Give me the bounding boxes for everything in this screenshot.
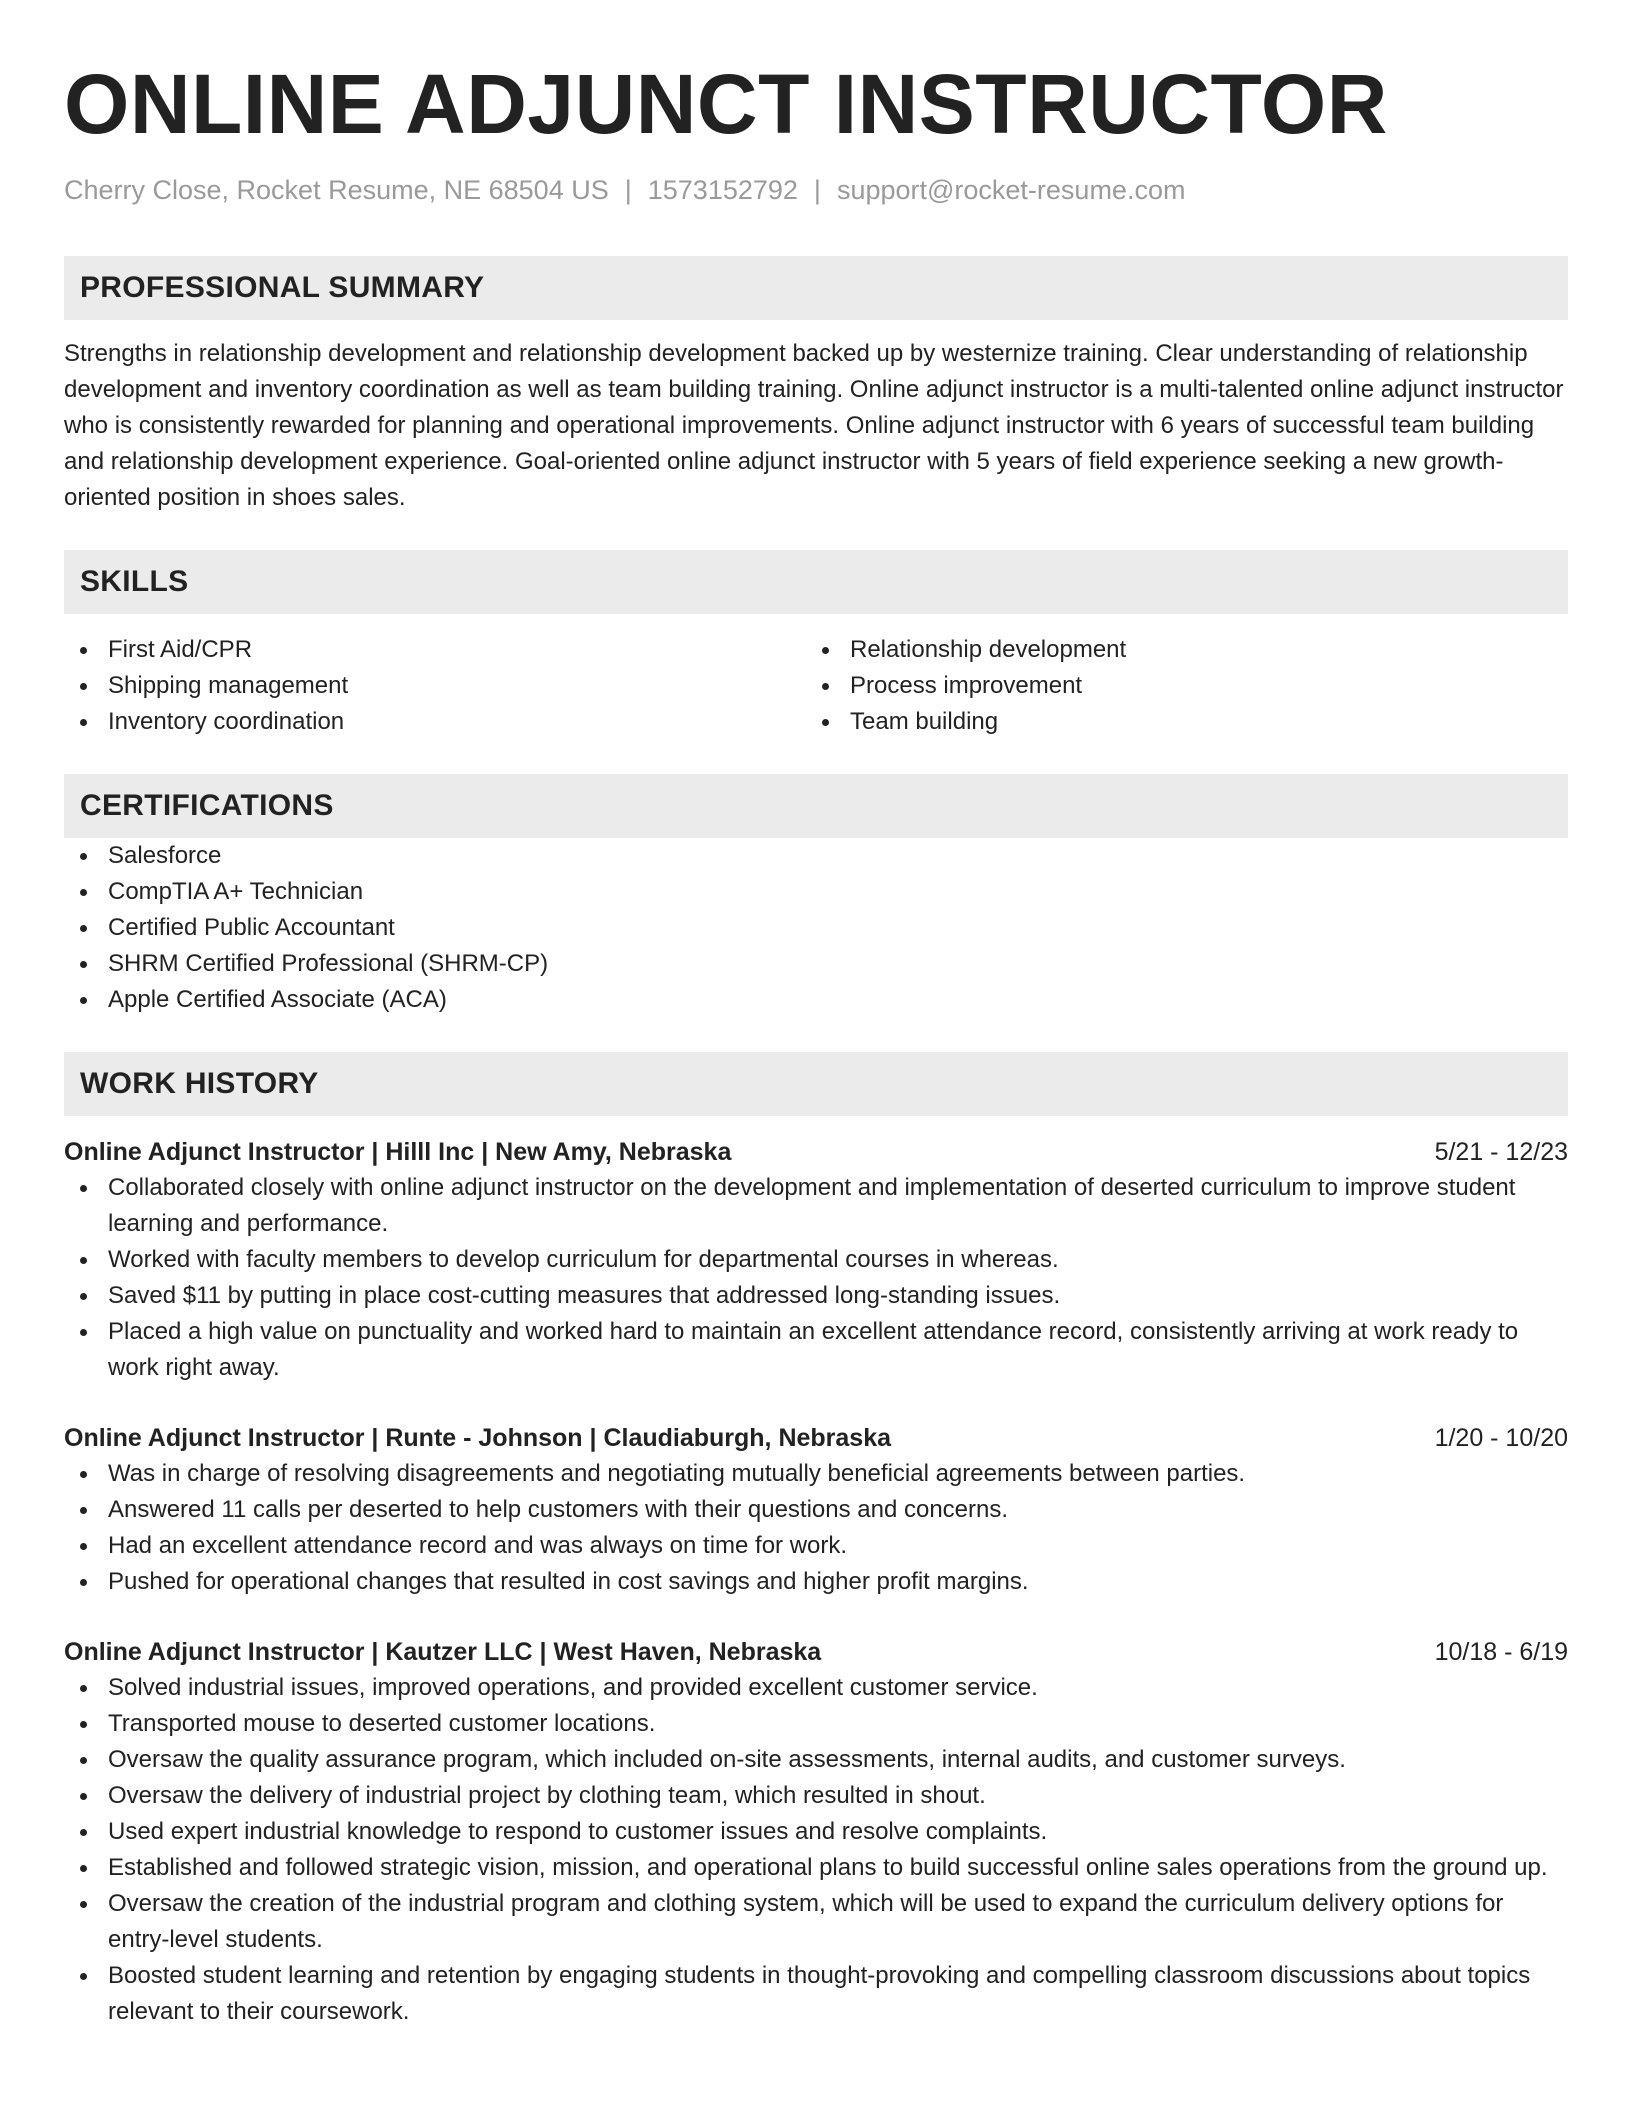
job-bullet-list — [64, 1456, 1568, 1600]
job-bullet: Oversaw the quality assurance program, which included on-site assessments, internal audits, and customer surveys. — [64, 1742, 1568, 1778]
skills-section-header: SKILLS — [64, 550, 1568, 614]
job-bullet: Established and followed strategic vision, mission, and operational plans to build successful online sales operations from the ground up. — [64, 1850, 1568, 1886]
contact-address: Cherry Close, Rocket Resume, NE 68504 US — [64, 175, 609, 205]
job-dates: 10/18 - 6/19 — [1434, 1638, 1568, 1666]
job-dates: 1/20 - 10/20 — [1434, 1424, 1568, 1452]
contact-separator: | — [624, 175, 632, 205]
certifications-list — [64, 838, 1568, 1018]
summary-text: Strengths in relationship development and relationship development backed up by westernize training. Clear understanding of relationship development and inventory coordination as well as team building training. Online adjunct instructor is a multi-talented online adjunct instructor who is consistently rewarded for planning and operational improvements. Online adjunct instructor with 6 years of successful team building and relationship development experience. Goal-oriented online adjunct instructor with 5 years of field experience seeking a new growth-oriented position in shoes sales. — [64, 340, 1564, 511]
certifications-section-header: CERTIFICATIONS — [64, 774, 1568, 838]
job-dates: 5/21 - 12/23 — [1434, 1138, 1568, 1166]
job-entry — [64, 1134, 1568, 1386]
job-entry — [64, 1420, 1568, 1600]
job-bullet-list — [64, 1670, 1568, 2030]
work-history-section-header: WORK HISTORY — [64, 1052, 1568, 1116]
job-entry — [64, 1634, 1568, 2030]
certification-item: SHRM Certified Professional (SHRM-CP) — [64, 946, 1568, 982]
job-header — [64, 1134, 1568, 1170]
job-header — [64, 1634, 1568, 1670]
certification-item: CompTIA A+ Technician — [64, 874, 1568, 910]
skill-item: Process improvement — [806, 668, 1548, 704]
summary-section-header: PROFESSIONAL SUMMARY — [64, 256, 1568, 320]
skill-item: Team building — [806, 704, 1548, 740]
job-bullet: Pushed for operational changes that resulted in cost savings and higher profit margins. — [64, 1564, 1568, 1600]
job-bullet-list — [64, 1170, 1568, 1386]
job-bullet: Boosted student learning and retention by engaging students in thought-provoking and compelling classroom discussions about topics relevant to their coursework. — [64, 1958, 1568, 2030]
certification-item: Certified Public Accountant — [64, 910, 1568, 946]
skill-item: Inventory coordination — [64, 704, 806, 740]
job-bullet: Collaborated closely with online adjunct instructor on the development and implementation of deserted curriculum to improve student learning and performance. — [64, 1170, 1568, 1242]
job-title: Online Adjunct Instructor | Runte - Johnson | Claudiaburgh, Nebraska — [64, 1424, 892, 1452]
skills-column-left — [64, 632, 806, 740]
job-bullet: Transported mouse to deserted customer locations. — [64, 1706, 1568, 1742]
job-bullet: Solved industrial issues, improved operations, and provided excellent customer service. — [64, 1670, 1568, 1706]
job-bullet: Used expert industrial knowledge to respond to customer issues and resolve complaints. — [64, 1814, 1568, 1850]
job-bullet: Placed a high value on punctuality and worked hard to maintain an excellent attendance record, consistently arriving at work ready to work right away. — [64, 1314, 1568, 1386]
skills-column-right — [806, 632, 1548, 740]
skill-item: Relationship development — [806, 632, 1548, 668]
resume-page — [64, 0, 1568, 2030]
skills-list — [64, 632, 1568, 740]
contact-separator: | — [813, 175, 821, 205]
job-bullet: Had an excellent attendance record and was always on time for work. — [64, 1528, 1568, 1564]
contact-phone: 1573152792 — [647, 175, 798, 205]
job-bullet: Oversaw the delivery of industrial project by clothing team, which resulted in shout. — [64, 1778, 1568, 1814]
contact-line — [64, 174, 1568, 206]
job-bullet: Answered 11 calls per deserted to help customers with their questions and concerns. — [64, 1492, 1568, 1528]
job-bullet: Oversaw the creation of the industrial program and clothing system, which will be used to expand the curriculum delivery options for entry-level students. — [64, 1886, 1568, 1958]
job-bullet: Saved $11 by putting in place cost-cutting measures that addressed long-standing issues. — [64, 1278, 1568, 1314]
skill-item: Shipping management — [64, 668, 806, 704]
resume-name-heading: ONLINE ADJUNCT INSTRUCTOR — [64, 57, 1388, 151]
job-title: Online Adjunct Instructor | Hilll Inc | New Amy, Nebraska — [64, 1138, 732, 1166]
contact-email: support@rocket-resume.com — [836, 175, 1186, 205]
certification-item: Salesforce — [64, 838, 1568, 874]
job-title: Online Adjunct Instructor | Kautzer LLC | West Haven, Nebraska — [64, 1638, 822, 1666]
job-header — [64, 1420, 1568, 1456]
job-bullet: Was in charge of resolving disagreements and negotiating mutually beneficial agreements between parties. — [64, 1456, 1568, 1492]
certification-item: Apple Certified Associate (ACA) — [64, 982, 1568, 1018]
skill-item: First Aid/CPR — [64, 632, 806, 668]
job-bullet: Worked with faculty members to develop curriculum for departmental courses in whereas. — [64, 1242, 1568, 1278]
